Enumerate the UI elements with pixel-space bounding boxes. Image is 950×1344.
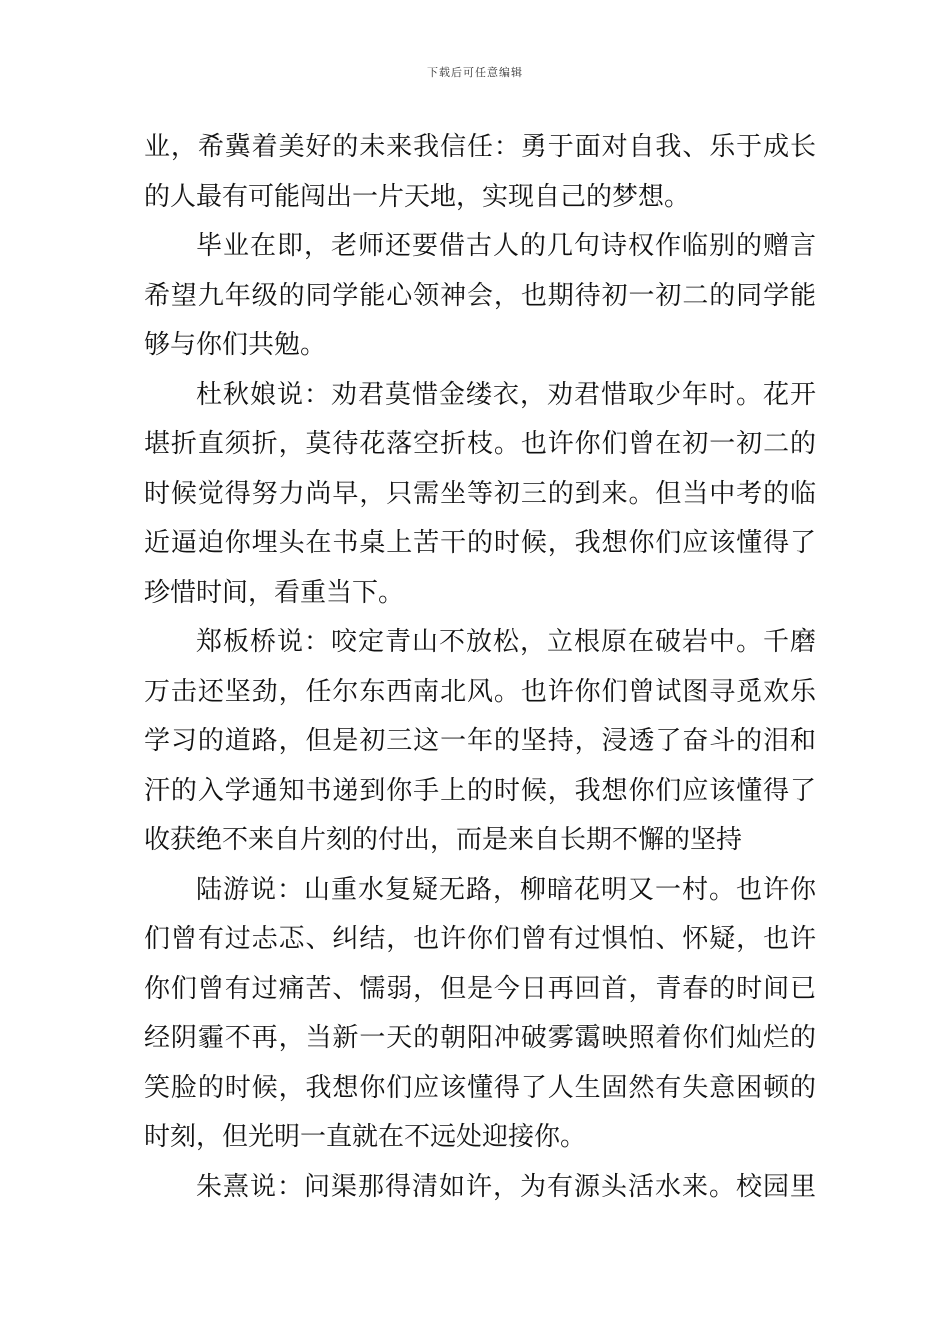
text-line: 万击还坚劲，任尔东西南北风。也许你们曾试图寻觅欢乐 xyxy=(144,676,816,707)
text-line: 的人最有可能闯出一片天地，实现自己的梦想。 xyxy=(144,181,691,212)
text-line: 们曾有过忐忑、纠结，也许你们曾有过惧怕、怀疑，也许 xyxy=(144,924,816,954)
text-line: 时候觉得努力尚早，只需坐等初三的到来。但当中考的临 xyxy=(144,478,816,509)
text-line: 堪折直须折，莫待花落空折枝。也许你们曾在初一初二的 xyxy=(144,429,816,459)
text-line: 业，希冀着美好的未来我信任：勇于面对自我、乐于成长 xyxy=(144,132,816,162)
text-line: 希望九年级的同学能心领神会，也期待初一初二的同学能 xyxy=(144,280,816,311)
text-line: 你们曾有过痛苦、懦弱，但是今日再回首，青春的时间已 xyxy=(144,973,816,1004)
text-line: 杜秋娘说：劝君莫惜金缕衣，劝君惜取少年时。花开 xyxy=(196,379,816,410)
page-header-note: 下载后可任意编辑 xyxy=(427,66,523,79)
text-line: 陆游说：山重水复疑无路，柳暗花明又一村。也许你 xyxy=(196,874,816,905)
text-line: 毕业在即，老师还要借古人的几句诗权作临别的赠言 xyxy=(196,231,816,261)
text-line: 汗的入学通知书递到你手上的时候，我想你们应该懂得了 xyxy=(144,775,816,806)
text-line: 朱熹说：问渠那得清如许，为有源头活水来。校园里 xyxy=(196,1171,816,1202)
text-line: 近逼迫你埋头在书桌上苦干的时候，我想你们应该懂得了 xyxy=(144,528,816,558)
text-line: 时刻，但光明一直就在不远处迎接你。 xyxy=(144,1122,587,1152)
text-line: 郑板桥说：咬定青山不放松，立根原在破岩中。千磨 xyxy=(196,627,816,657)
text-line: 学习的道路，但是初三这一年的坚持，浸透了奋斗的泪和 xyxy=(144,726,816,756)
text-line: 收获绝不来自片刻的付出，而是来自长期不懈的坚持 xyxy=(144,825,743,855)
document-body xyxy=(144,123,816,1212)
text-line: 够与你们共勉。 xyxy=(144,330,327,360)
text-line: 经阴霾不再，当新一天的朝阳冲破雾霭映照着你们灿烂的 xyxy=(144,1023,816,1053)
text-line: 珍惜时间，看重当下。 xyxy=(144,577,405,608)
text-line: 笑脸的时候，我想你们应该懂得了人生固然有失意困顿的 xyxy=(144,1072,816,1103)
